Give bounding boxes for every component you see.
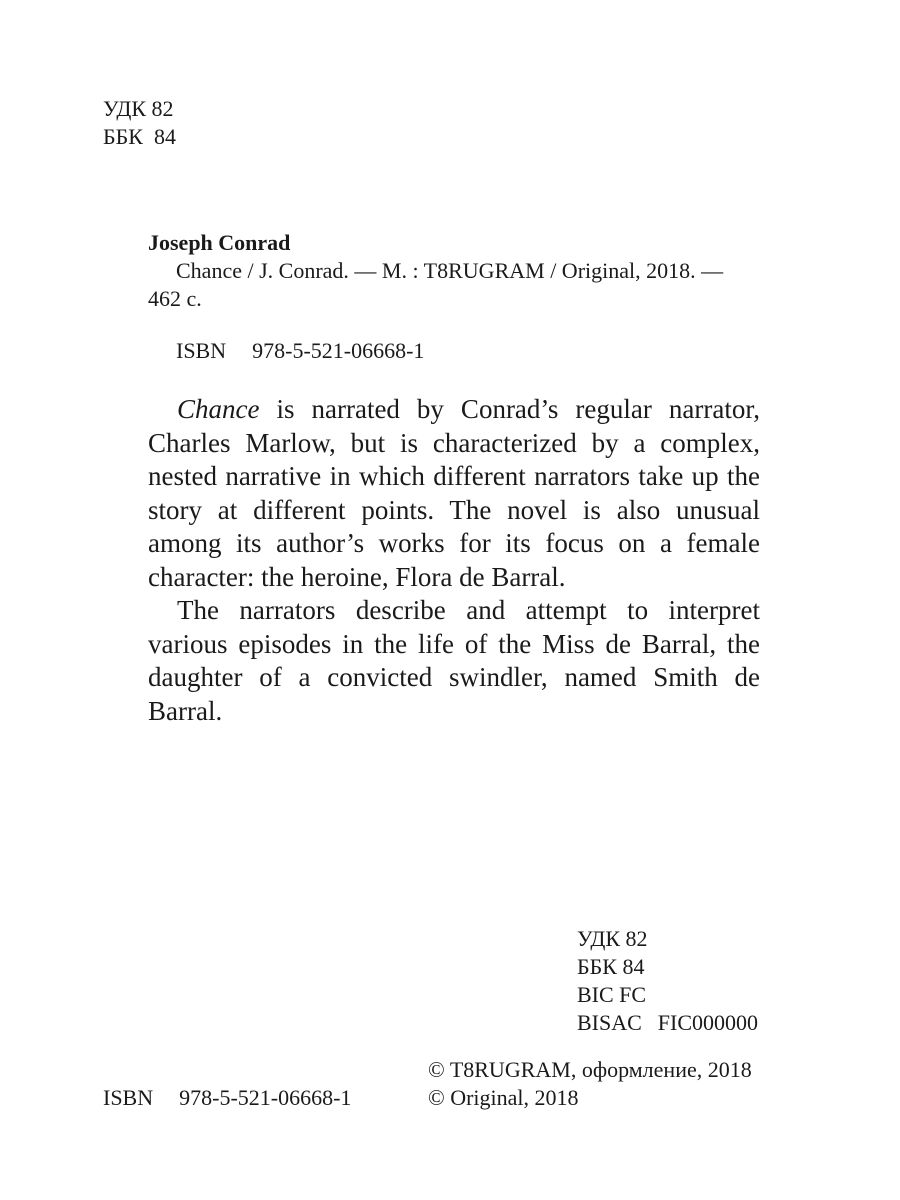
bbk-code-bottom: ББК 84 — [577, 954, 645, 979]
bibliographic-citation: Chance / J. Conrad. — M. : T8RUGRAM / Original, 2018. — — [176, 258, 724, 283]
book-abstract — [148, 393, 760, 728]
bisac-label: BISAC — [577, 1010, 642, 1035]
isbn-number-bottom: 978-5-521-06668-1 — [179, 1085, 352, 1110]
abstract-paragraph-1 — [148, 393, 760, 594]
book-title-italic: Chance — [177, 394, 260, 424]
bisac-code — [577, 1009, 758, 1037]
isbn-line — [176, 337, 424, 365]
udk-code-bottom: УДК 82 — [577, 926, 648, 951]
page-count: 462 с. — [148, 286, 202, 311]
bic-code: BIC FC — [577, 982, 647, 1007]
author-name: Joseph Conrad — [148, 230, 291, 255]
bisac-number: FIC000000 — [657, 1010, 759, 1035]
isbn-number: 978-5-521-06668-1 — [252, 338, 425, 363]
isbn-label: ISBN — [176, 338, 227, 363]
udk-code: УДК 82 — [103, 96, 174, 121]
isbn-line-bottom — [103, 1084, 351, 1112]
abstract-paragraph-2: The narrators describe and attempt to interpret various episodes in the life of the Miss de Barral, the daughter of a convicted swindler, named Smith de Barral. — [148, 595, 760, 726]
copyright-design: © T8RUGRAM, оформление, 2018 — [428, 1057, 752, 1082]
copyright-notices — [428, 1056, 752, 1112]
abstract-paragraph-1-text: is narrated by Conrad’s regular narrator, Charles Marlow, but is characterized by a complex, nested narrative in which different narrators take up the story at different points. The novel is also unusual among its author’s works for its focus on a female character: the heroine, Flora de Barral. — [148, 394, 760, 592]
top-classification-codes — [103, 95, 176, 151]
bottom-classification-codes — [577, 925, 758, 1037]
copyright-publisher: © Original, 2018 — [428, 1085, 579, 1110]
bbk-code: ББК 84 — [103, 124, 176, 149]
isbn-label-bottom: ISBN — [103, 1085, 154, 1110]
